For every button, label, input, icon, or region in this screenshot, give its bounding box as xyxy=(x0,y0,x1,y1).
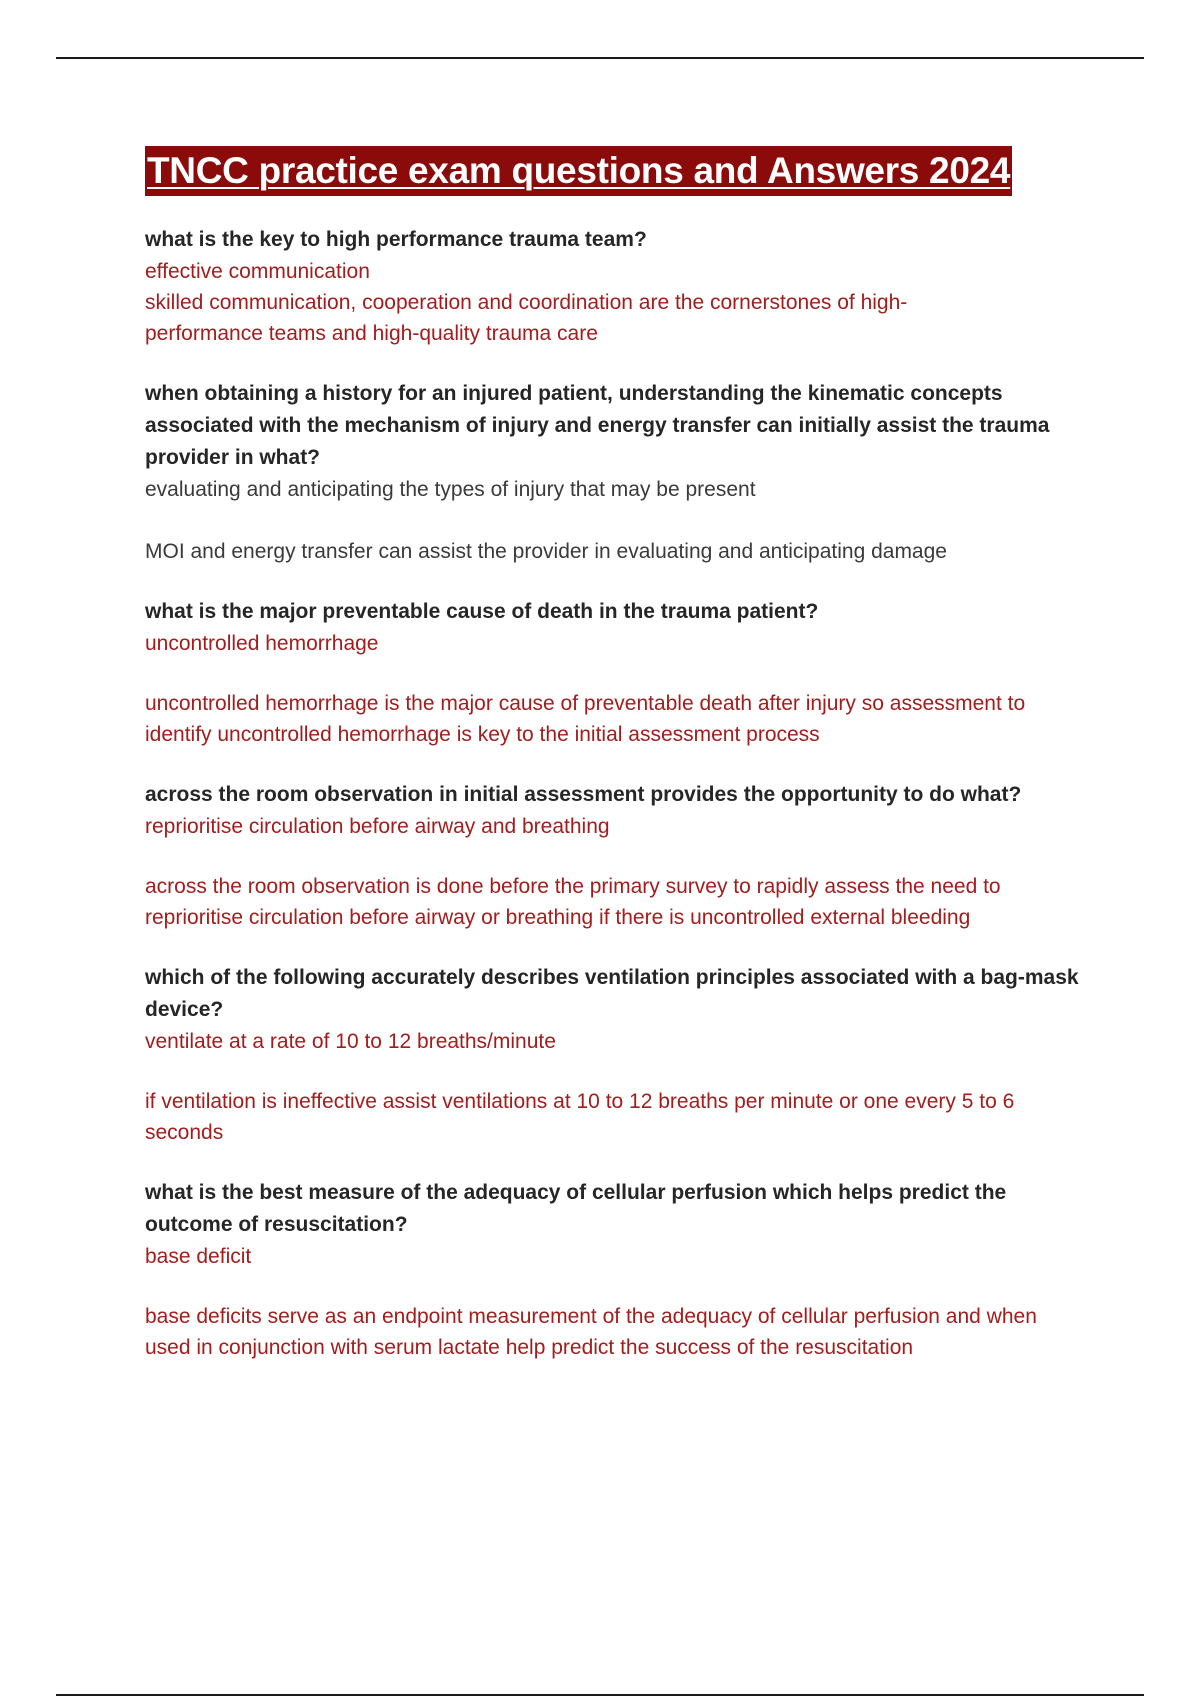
bottom-rule xyxy=(56,1694,1144,1696)
qa-item xyxy=(145,596,1095,750)
question-text: what is the key to high performance trauma team? xyxy=(145,228,647,251)
qa-item xyxy=(145,779,1095,933)
rationale-text: across the room observation is done before the primary survey to rapidly assess the need to reprioritise circulation before airway or breathing if there is uncontrolled external bleeding xyxy=(145,875,1001,929)
answer-text: uncontrolled hemorrhage xyxy=(145,632,379,655)
document-body xyxy=(145,146,1095,1363)
question-text: what is the best measure of the adequacy of cellular perfusion which helps predict the outcome of resuscitation? xyxy=(145,1181,1007,1236)
qa-item xyxy=(145,962,1095,1148)
rationale-text: base deficits serve as an endpoint measurement of the adequacy of cellular perfusion and when used in conjunction with serum lactate help predict the success of the resuscitation xyxy=(145,1305,1037,1359)
rationale-text: uncontrolled hemorrhage is the major cause of preventable death after injury so assessment to identify uncontrolled hemorrhage is key to the initial assessment process xyxy=(145,692,1026,746)
answer-text: effective communication xyxy=(145,260,370,283)
qa-item xyxy=(145,224,1095,349)
answer-text: reprioritise circulation before airway and breathing xyxy=(145,815,610,838)
question-text: across the room observation in initial assessment provides the opportunity to do what? xyxy=(145,783,1022,806)
answer-text: evaluating and anticipating the types of injury that may be present xyxy=(145,478,756,501)
top-rule xyxy=(56,57,1144,59)
question-text: which of the following accurately describes ventilation principles associated with a bag-mask device? xyxy=(145,966,1079,1021)
answer-text: ventilate at a rate of 10 to 12 breaths/minute xyxy=(145,1030,556,1053)
rationale-text: skilled communication, cooperation and coordination are the cornerstones of high-performance teams and high-quality trauma care xyxy=(145,291,908,345)
question-text: when obtaining a history for an injured patient, understanding the kinematic concepts associated with the mechanism of injury and energy transfer can initially assist the trauma provider in what? xyxy=(145,382,1050,469)
document-title: TNCC practice exam questions and Answers 2024 xyxy=(145,146,1012,196)
answer-text: base deficit xyxy=(145,1245,252,1268)
rationale-text: if ventilation is ineffective assist ventilations at 10 to 12 breaths per minute or one every 5 to 6 seconds xyxy=(145,1090,1015,1144)
question-text: what is the major preventable cause of death in the trauma patient? xyxy=(145,600,819,623)
rationale-text: MOI and energy transfer can assist the provider in evaluating and anticipating damage xyxy=(145,540,947,563)
qa-item xyxy=(145,378,1095,567)
qa-item xyxy=(145,1177,1095,1363)
